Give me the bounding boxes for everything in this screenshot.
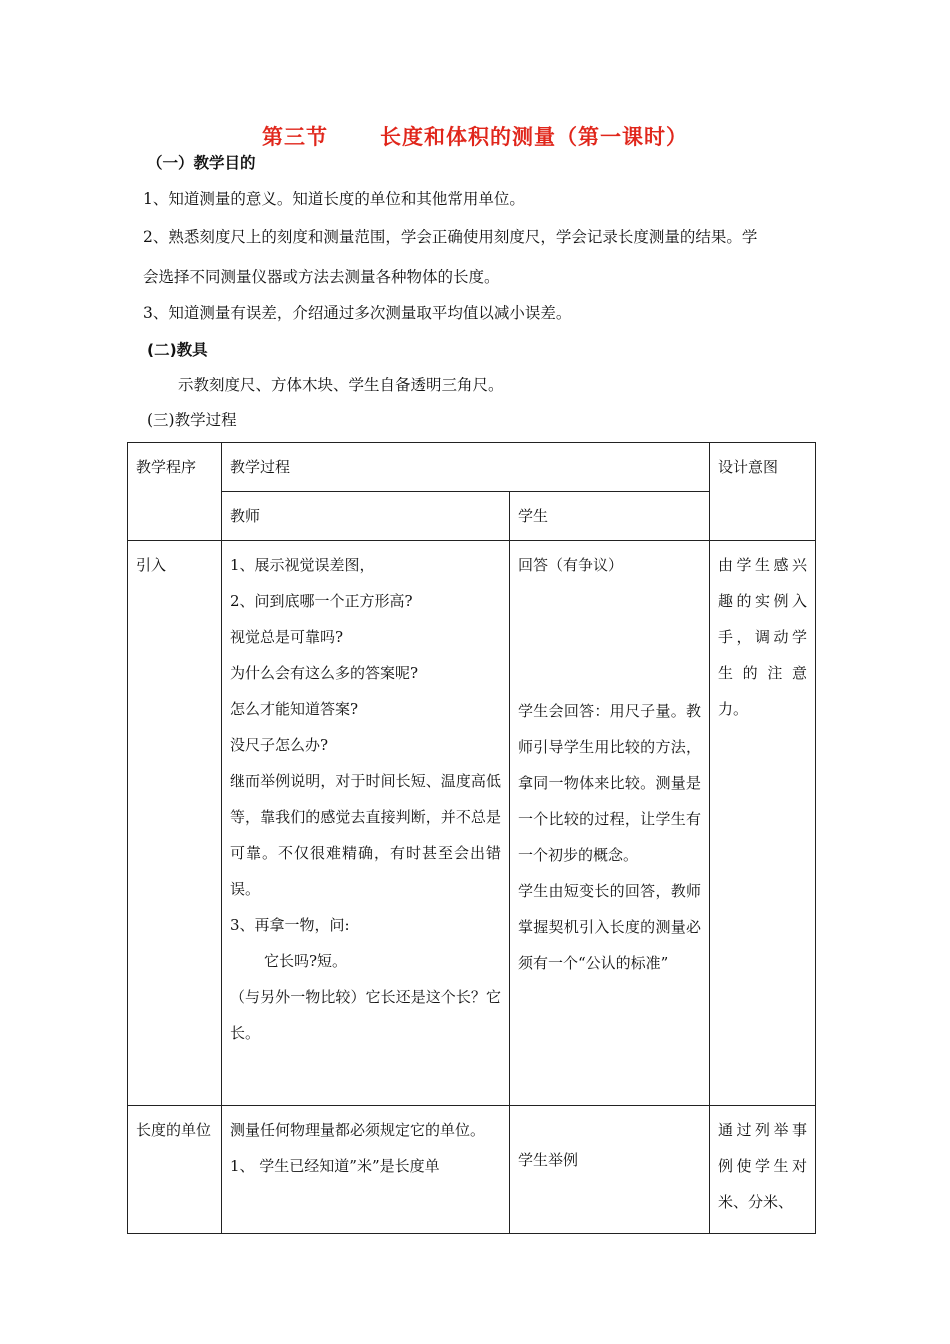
student-cell-intro (510, 541, 710, 1106)
header-program: 教学程序 (128, 443, 222, 541)
teacher-cell-intro (222, 541, 510, 1106)
tools-heading: (二)教具 (147, 341, 208, 359)
header-teacher: 教师 (222, 492, 510, 541)
teacher-line: 怎么才能知道答案? (230, 700, 359, 718)
student-cell-unit (510, 1106, 710, 1234)
header-process: 教学过程 (222, 443, 710, 492)
student-text: 学生举例 (518, 1151, 579, 1169)
teacher-line: 它长吗?短。 (264, 952, 348, 970)
teacher-cell-unit (222, 1106, 510, 1234)
student-answer: 回答（有争议） (518, 556, 624, 574)
objectives-heading: （一）教学目的 (147, 154, 256, 172)
teacher-paragraph: （与另外一物比较）它长还是这个长？它长。 (230, 988, 501, 1042)
teacher-line: 没尺子怎么办? (230, 736, 329, 754)
program-length-unit: 长度的单位 (128, 1106, 222, 1234)
teacher-line: 1、展示视觉误差图， (230, 556, 375, 574)
process-heading: (三)教学过程 (147, 411, 237, 429)
objective-item-3: 3、知道测量有误差，介绍通过多次测量取平均值以减小误差。 (143, 304, 572, 322)
header-design: 设计意图 (710, 443, 816, 541)
teacher-paragraph: 继而举例说明，对于时间长短、温度高低等，靠我们的感觉去直接判断，并不总是可靠。不仅很难精确，有时甚至会出错误。 (230, 772, 501, 898)
title-section: 第三节 (262, 125, 328, 149)
lesson-process-table (127, 442, 816, 1234)
objective-item-2-cont: 会选择不同测量仪器或方法去测量各种物体的长度。 (143, 268, 500, 286)
student-paragraph: 学生会回答：用尺子量。教师引导学生用比较的方法，拿同一物体来比较。测量是一个比较的过程，让学生有一个初步的概念。 (518, 702, 702, 864)
design-intro: 由学生感兴趣的实例入手，调动学生的注意力。 (710, 541, 816, 1106)
title-topic: 长度和体积的测量（第一课时） (380, 125, 688, 149)
teacher-line: 3、再拿一物，问: (230, 916, 350, 934)
program-intro: 引入 (128, 541, 222, 1106)
page-title (0, 121, 950, 151)
teacher-paragraph: 测量任何物理量都必须规定它的单位。 (230, 1121, 486, 1139)
tools-text: 示教刻度尺、方体木块、学生自备透明三角尺。 (178, 376, 504, 394)
student-paragraph: 学生由短变长的回答，教师掌握契机引入长度的测量必须有一个“公认的标准” (518, 882, 702, 972)
objective-item-2: 2、熟悉刻度尺上的刻度和测量范围，学会正确使用刻度尺，学会记录长度测量的结果。学 (143, 228, 758, 246)
teacher-line: 2、问到底哪一个正方形高? (230, 592, 413, 610)
header-student: 学生 (510, 492, 710, 541)
objective-item-1: 1、知道测量的意义。知道长度的单位和其他常用单位。 (143, 190, 525, 208)
table-header-row (128, 443, 816, 492)
teacher-line: 为什么会有这么多的答案呢? (230, 664, 419, 682)
design-unit: 通过列举事例使学生对米、分米、 (710, 1106, 816, 1234)
table-row (128, 1106, 816, 1234)
teacher-line: 1、 学生已经知道”米”是长度单 (230, 1157, 440, 1175)
table-row (128, 541, 816, 1106)
teacher-line: 视觉总是可靠吗? (230, 628, 344, 646)
